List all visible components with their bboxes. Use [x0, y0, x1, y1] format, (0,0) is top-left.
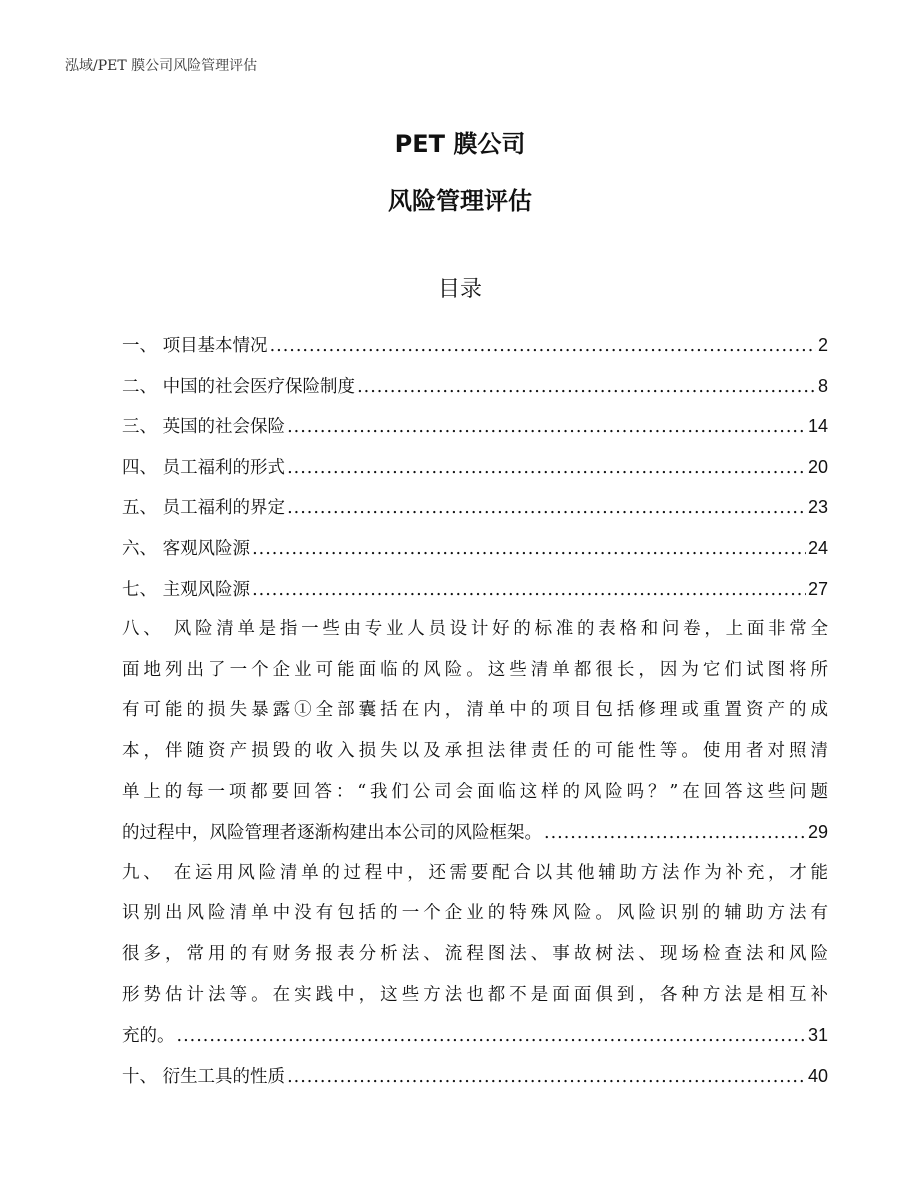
toc-entry[interactable] — [122, 853, 828, 1056]
dot-leader — [544, 813, 806, 854]
toc-entry-text: 一、 项目基本情况 — [122, 336, 268, 356]
toc-entry[interactable] — [122, 487, 828, 528]
document-subtitle: 风险管理评估 — [388, 187, 532, 215]
toc-page-number: 31 — [807, 1025, 828, 1046]
toc-entry-text: 五、 员工福利的界定 — [122, 498, 286, 519]
toc-entry-text: 十、 衍生工具的性质 — [122, 1066, 286, 1087]
toc-entry-text: 单上的每一项都要回答：“我们公司会面临这样的风险吗？”在回答这些问题 — [122, 781, 828, 802]
table-of-contents — [122, 325, 828, 1096]
dot-leader — [252, 529, 806, 570]
toc-entry[interactable] — [122, 1056, 828, 1097]
dot-leader — [287, 1057, 806, 1098]
dot-leader — [252, 570, 806, 611]
toc-page-number: 2 — [817, 335, 828, 355]
toc-entry-text: 三、 英国的社会保险 — [122, 417, 286, 438]
toc-page-number: 20 — [807, 456, 828, 477]
document-title: PET 膜公司 — [394, 130, 526, 158]
toc-entry-text: 形势估计法等。在实践中，这些方法也都不是面面俱到，各种方法是相互补 — [122, 984, 828, 1005]
toc-entry-text: 有可能的损失暴露①全部囊括在内，清单中的项目包括修理或重置资产的成 — [122, 700, 828, 721]
toc-entry-text: 四、 员工福利的形式 — [122, 457, 286, 478]
toc-entry-text: 充的。 — [122, 1026, 175, 1047]
toc-entry[interactable] — [122, 325, 828, 366]
toc-entry[interactable] — [122, 447, 828, 488]
toc-page-number: 24 — [807, 537, 828, 558]
toc-entry[interactable] — [122, 569, 828, 610]
dot-leader — [287, 448, 806, 489]
toc-entry-text: 的过程中，风险管理者逐渐构建出本公司的风险框架。 — [122, 823, 542, 844]
toc-page-number: 29 — [807, 822, 828, 843]
toc-entry[interactable] — [122, 366, 828, 407]
dot-leader — [287, 488, 806, 529]
toc-entry[interactable] — [122, 528, 828, 569]
toc-entry-text: 本，伴随资产损毁的收入损失以及承担法律责任的可能性等。使用者对照清 — [122, 740, 828, 761]
toc-entry[interactable] — [122, 406, 828, 447]
toc-page-number: 23 — [807, 497, 828, 518]
toc-entry-text: 识别出风险清单中没有包括的一个企业的特殊风险。风险识别的辅助方法有 — [122, 903, 828, 924]
toc-entry-text: 八、 风险清单是指一些由专业人员设计好的标准的表格和问卷，上面非常全 — [122, 619, 828, 640]
toc-page-number: 14 — [807, 416, 828, 437]
dot-leader — [270, 326, 816, 367]
running-header: 泓域/PET 膜公司风险管理评估 — [65, 58, 258, 74]
toc-page-number: 40 — [807, 1065, 828, 1086]
toc-entry-text: 六、 客观风险源 — [122, 538, 251, 559]
toc-entry-text: 面地列出了一个企业可能面临的风险。这些清单都很长，因为它们试图将所 — [122, 659, 828, 680]
toc-entry-text: 九、 在运用风险清单的过程中，还需要配合以其他辅助方法作为补充，才能 — [122, 862, 828, 883]
toc-entry-text: 很多，常用的有财务报表分析法、流程图法、事故树法、现场检查法和风险 — [122, 943, 828, 964]
toc-page-number: 27 — [807, 578, 828, 599]
toc-entry[interactable] — [122, 609, 828, 853]
toc-heading: 目录 — [437, 277, 482, 302]
dot-leader — [287, 407, 806, 448]
toc-entry-text: 二、 中国的社会医疗保险制度 — [122, 376, 356, 397]
toc-entry-text: 七、 主观风险源 — [122, 579, 251, 600]
toc-page-number: 8 — [817, 375, 828, 396]
dot-leader — [357, 367, 816, 408]
dot-leader — [177, 1016, 806, 1057]
